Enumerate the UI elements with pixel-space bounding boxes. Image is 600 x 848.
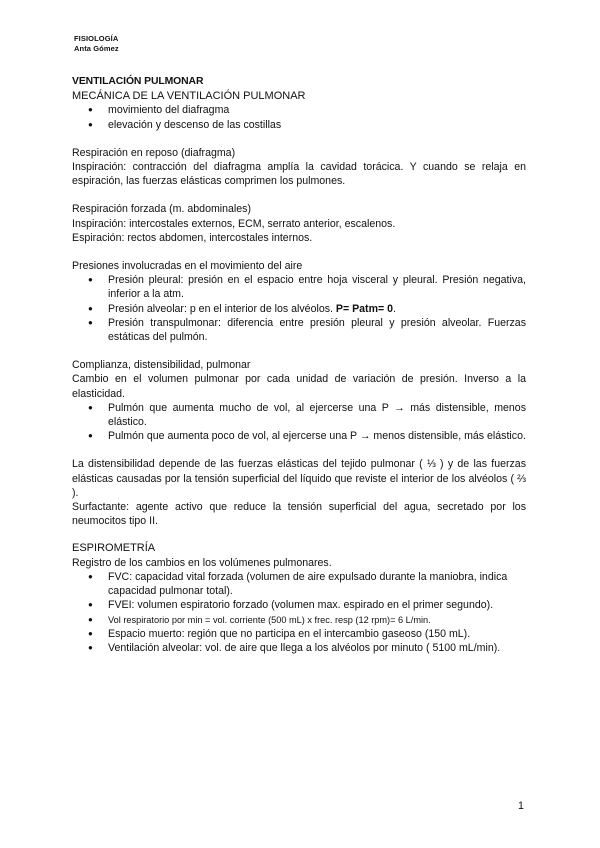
header-author: Anta Gómez (74, 43, 119, 53)
page-content (72, 75, 526, 655)
list-item: ● movimiento del diafragma (108, 103, 526, 117)
complianza-list (72, 401, 526, 444)
reposo-heading: Respiración en reposo (diafragma) (72, 146, 236, 159)
espacio-muerto-item: ● Espacio muerto: región que no participa en el intercambio gaseoso (150 mL). (108, 627, 526, 641)
fvc-item: ● FVC: capacidad vital forzada (volumen de aire expulsado durante la maniobra, indica capacidad pulmonar total). (108, 570, 526, 598)
forzada-espiracion: Espiración: rectos abdomen, intercostales internos. (72, 231, 313, 244)
presiones-heading: Presiones involucradas en el movimiento del aire (72, 260, 303, 273)
presiones-list (72, 273, 526, 344)
presion-alveolar-end: . (393, 302, 396, 315)
list-item: ● elevación y descenso de las costillas (108, 118, 526, 132)
presion-alveolar-item (108, 302, 526, 316)
mecanica-list (72, 103, 526, 131)
complianza-text: Cambio en el volumen pulmonar por cada unidad de variación de presión. Inverso a la elasticidad. (72, 373, 526, 400)
list-item: ● Pulmón que aumenta mucho de vol, al ejercerse una P → más distensible, menos elástico. (108, 401, 526, 429)
espirometria-text: Registro de los cambios en los volúmenes pulmonares. (72, 556, 332, 569)
presion-pleural-item: ● Presión pleural: presión en el espacio entre hoja visceral y pleural. Presión negativa, inferior a la atm. (108, 273, 526, 301)
vol-respiratorio-item: ● Vol respiratorio por min = vol. corriente (500 mL) x frec. resp (12 rpm)= 6 L/min. (108, 613, 526, 627)
espirometria-list (72, 570, 526, 655)
forzada-inspiracion: Inspiración: intercostales externos, ECM, serrato anterior, escalenos. (72, 217, 396, 230)
page-number: 1 (518, 800, 524, 812)
surfactante-text: Surfactante: agente activo que reduce la tensión superficial del agua, secretado por los neumocitos tipo II. (72, 501, 526, 528)
presion-transpulmonar-item: ● Presión transpulmonar: diferencia entre presión pleural y presión alveolar. Fuerzas estáticas del pulmón. (108, 316, 526, 344)
fvei-item: ● FVEI: volumen espiratorio forzado (volumen max. espirado en el primer segundo). (108, 598, 526, 612)
ventilacion-alveolar-item: ● Ventilación alveolar: vol. de aire que llega a los alvéolos por minuto ( 5100 mL/min). (108, 641, 526, 655)
header-subject: FISIOLOGÍA (74, 34, 119, 43)
forzada-heading: Respiración forzada (m. abdominales) (72, 203, 251, 216)
list-item: ● Pulmón que aumenta poco de vol, al ejercerse una P → menos distensible, más elástico. (108, 429, 526, 443)
page-header (74, 34, 119, 53)
espirometria-heading: ESPIROMETRÍA (72, 542, 156, 555)
document-title: VENTILACIÓN PULMONAR (72, 76, 204, 87)
distensibilidad-text: La distensibilidad depende de las fuerzas elásticas del tejido pulmonar ( ⅓ ) y de las fuerzas elásticas causadas por la tensión superficial del líquido que reviste el interior de los alvéolos ( ⅔ ). (72, 458, 526, 499)
mecanica-heading: MECÁNICA DE LA VENTILACIÓN PULMONAR (72, 90, 306, 103)
complianza-heading: Complianza, distensibilidad, pulmonar (72, 359, 251, 372)
presion-alveolar-formula: P= Patm= 0 (335, 302, 394, 315)
reposo-text: Inspiración: contracción del diafragma amplía la cavidad torácica. Y cuando se relaja en espiración, las fuerzas elásticas comprimen los pulmones. (72, 161, 526, 188)
presion-alveolar-text: Presión alveolar: p en el interior de los alvéolos. (108, 302, 336, 315)
